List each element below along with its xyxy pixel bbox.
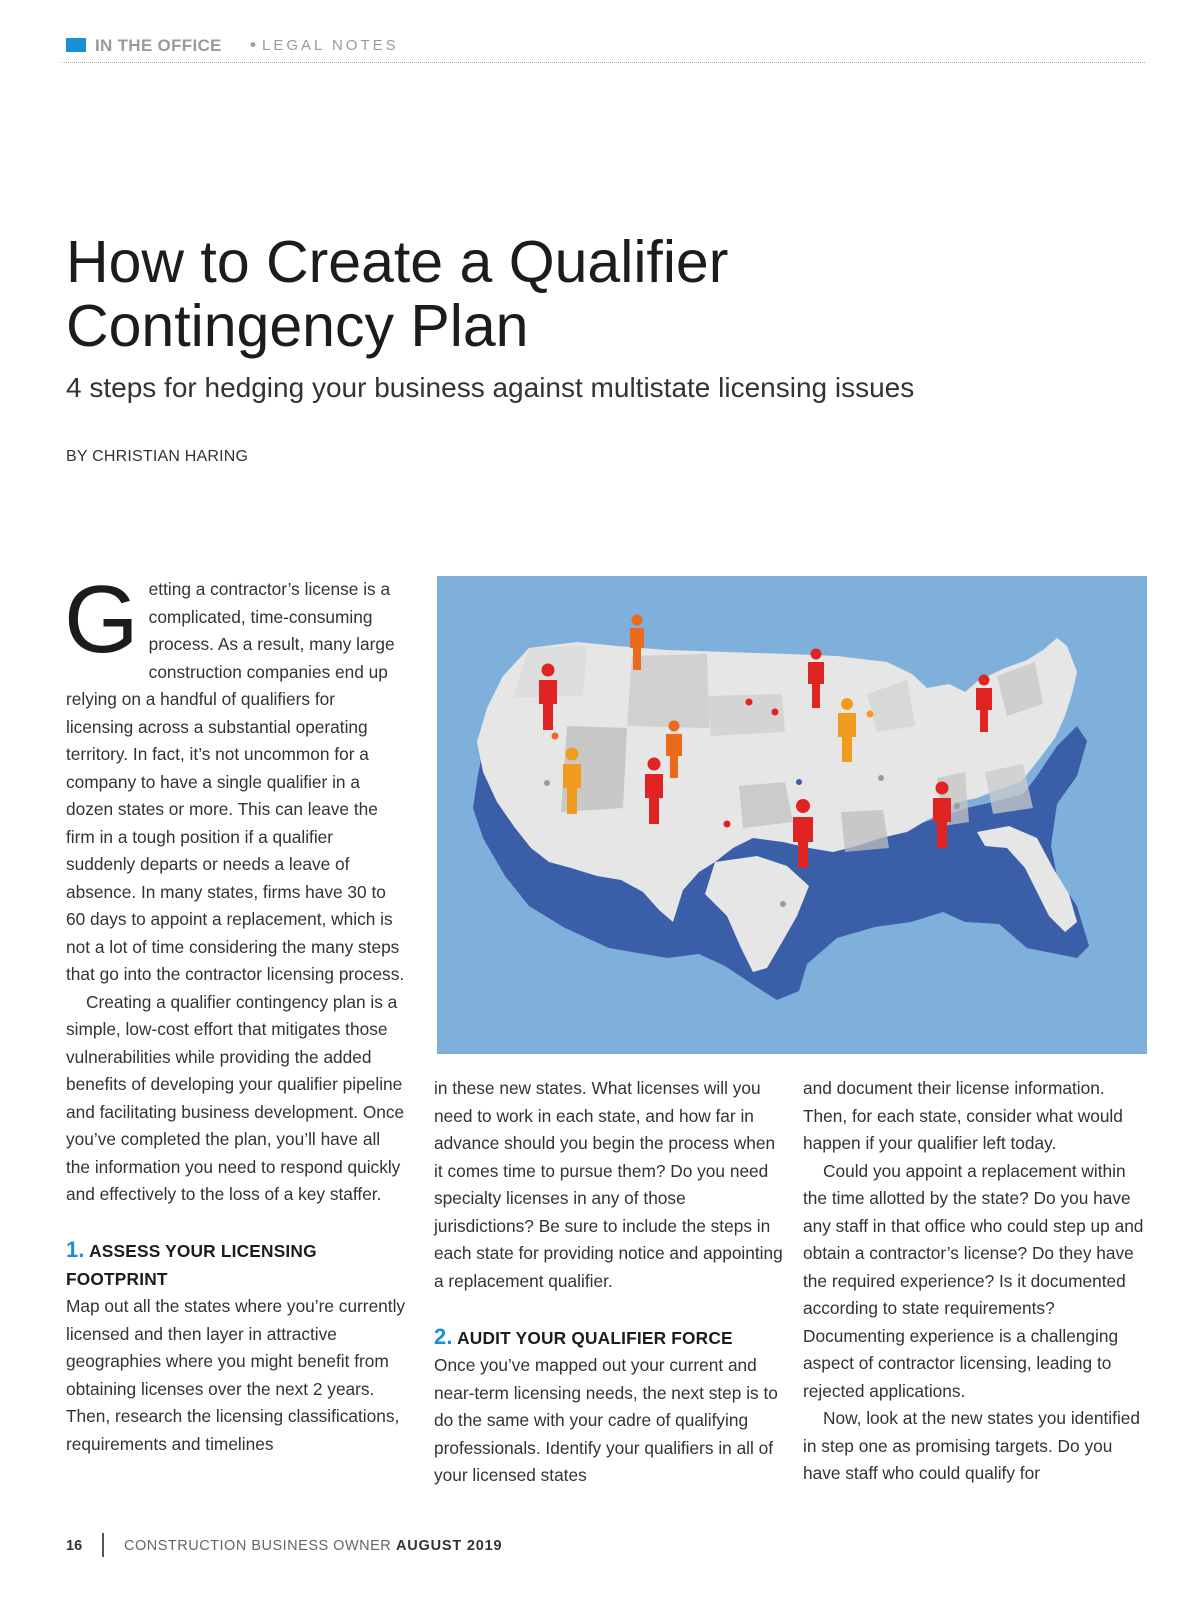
paragraph-col3-2: Could you appoint a replacement within the time allotted by the state? Do you have any staff in that office who could step up and obtain a contractor’s license? Do they have the required experience? Is it documented according to state requirements? Documenting experience is a challenging aspect of contractor licensing, leading to rejected applications. xyxy=(803,1160,1144,1401)
paragraph-col2: in these new states. What licenses will you need to work in each state, and how far in advance should you begin the process when it comes time to pursue them? Do you need specialty licenses in any of those jurisdictions? Be sure to include the steps in each state for providing notice and appointing a replacement qualifier. xyxy=(434,1078,783,1291)
step-2-text: Once you’ve mapped out your current and near-term licensing needs, the next step is to do the same with your cadre of qualifying professionals. Identify your qualifiers in all of your licensed states xyxy=(434,1355,778,1485)
page-footer xyxy=(66,1538,966,1562)
article-title-line-1: How to Create a Qualifier xyxy=(66,229,729,295)
article-title-line-2: Contingency Plan xyxy=(66,293,529,359)
article-title xyxy=(66,230,1066,358)
byline: BY CHRISTIAN HARING xyxy=(66,448,249,465)
step-2-heading xyxy=(434,1323,784,1353)
step-1-heading xyxy=(66,1236,406,1293)
section-header xyxy=(64,36,1144,64)
article-deck: 4 steps for hedging your business against multistate licensing issues xyxy=(66,372,915,403)
step-2-number: 2. xyxy=(434,1323,453,1349)
step-1-title: ASSESS YOUR LICENSING FOOTPRINT xyxy=(66,1241,317,1289)
body-column-2 xyxy=(434,1075,784,1490)
step-2-title: AUDIT YOUR QUALIFIER FORCE xyxy=(457,1327,733,1348)
step-1-text: Map out all the states where you’re currently licensed and then layer in attractive geographies where you might benefit from obtaining licenses over the next 2 years. Then, research the licensing classifications, requirements and timelines xyxy=(66,1296,406,1454)
section-label: IN THE OFFICE xyxy=(95,36,222,55)
drop-cap: G xyxy=(64,566,139,673)
issue-date: AUGUST 2019 xyxy=(396,1538,503,1554)
step-1-number: 1. xyxy=(66,1237,85,1262)
paragraph-intro xyxy=(64,566,406,989)
publication-name: CONSTRUCTION BUSINESS OWNER xyxy=(124,1538,392,1554)
intro-text: etting a contractor’s license is a complicated, time-consuming process. As a result, many large construction companies end up relying on a handful of qualifiers for licensing across a substantial operating territory. In fact, it’s not uncommon for a company to have a single qualifier in a dozen states or more. This can leave the firm in a tough position if a qualifier suddenly departs or needs a leave of absence. In many states, firms have 30 to 60 days to appoint a replacement, which is not a lot of time considering the many steps that go into the contractor licensing process. xyxy=(66,579,405,984)
body-column-3 xyxy=(803,1075,1153,1488)
map-svg xyxy=(437,576,1147,1054)
footer-divider xyxy=(102,1533,104,1557)
paragraph-2: Creating a qualifier contingency plan is a simple, low-cost effort that mitigates those vulnerabilities while providing the added benefits of developing your qualifier pipeline and facilitating business development. Once you’ve completed the plan, you’ll have all the information you need to respond quickly and effectively to the loss of a key staffer. xyxy=(66,991,405,1204)
us-map-illustration xyxy=(437,576,1147,1054)
paragraph-col3-3: Now, look at the new states you identified in step one as promising targets. Do you have staff who could qualify for xyxy=(803,1408,1141,1483)
section-marker-icon xyxy=(66,38,86,52)
header-divider xyxy=(62,62,1145,63)
paragraph-col3-1: and document their license information. Then, for each state, consider what would happen if your qualifier left today. xyxy=(803,1078,1123,1153)
body-column-1 xyxy=(64,566,406,1458)
page-number: 16 xyxy=(66,1538,83,1554)
section-separator: • xyxy=(250,35,256,54)
subsection-label: LEGAL NOTES xyxy=(262,37,399,54)
